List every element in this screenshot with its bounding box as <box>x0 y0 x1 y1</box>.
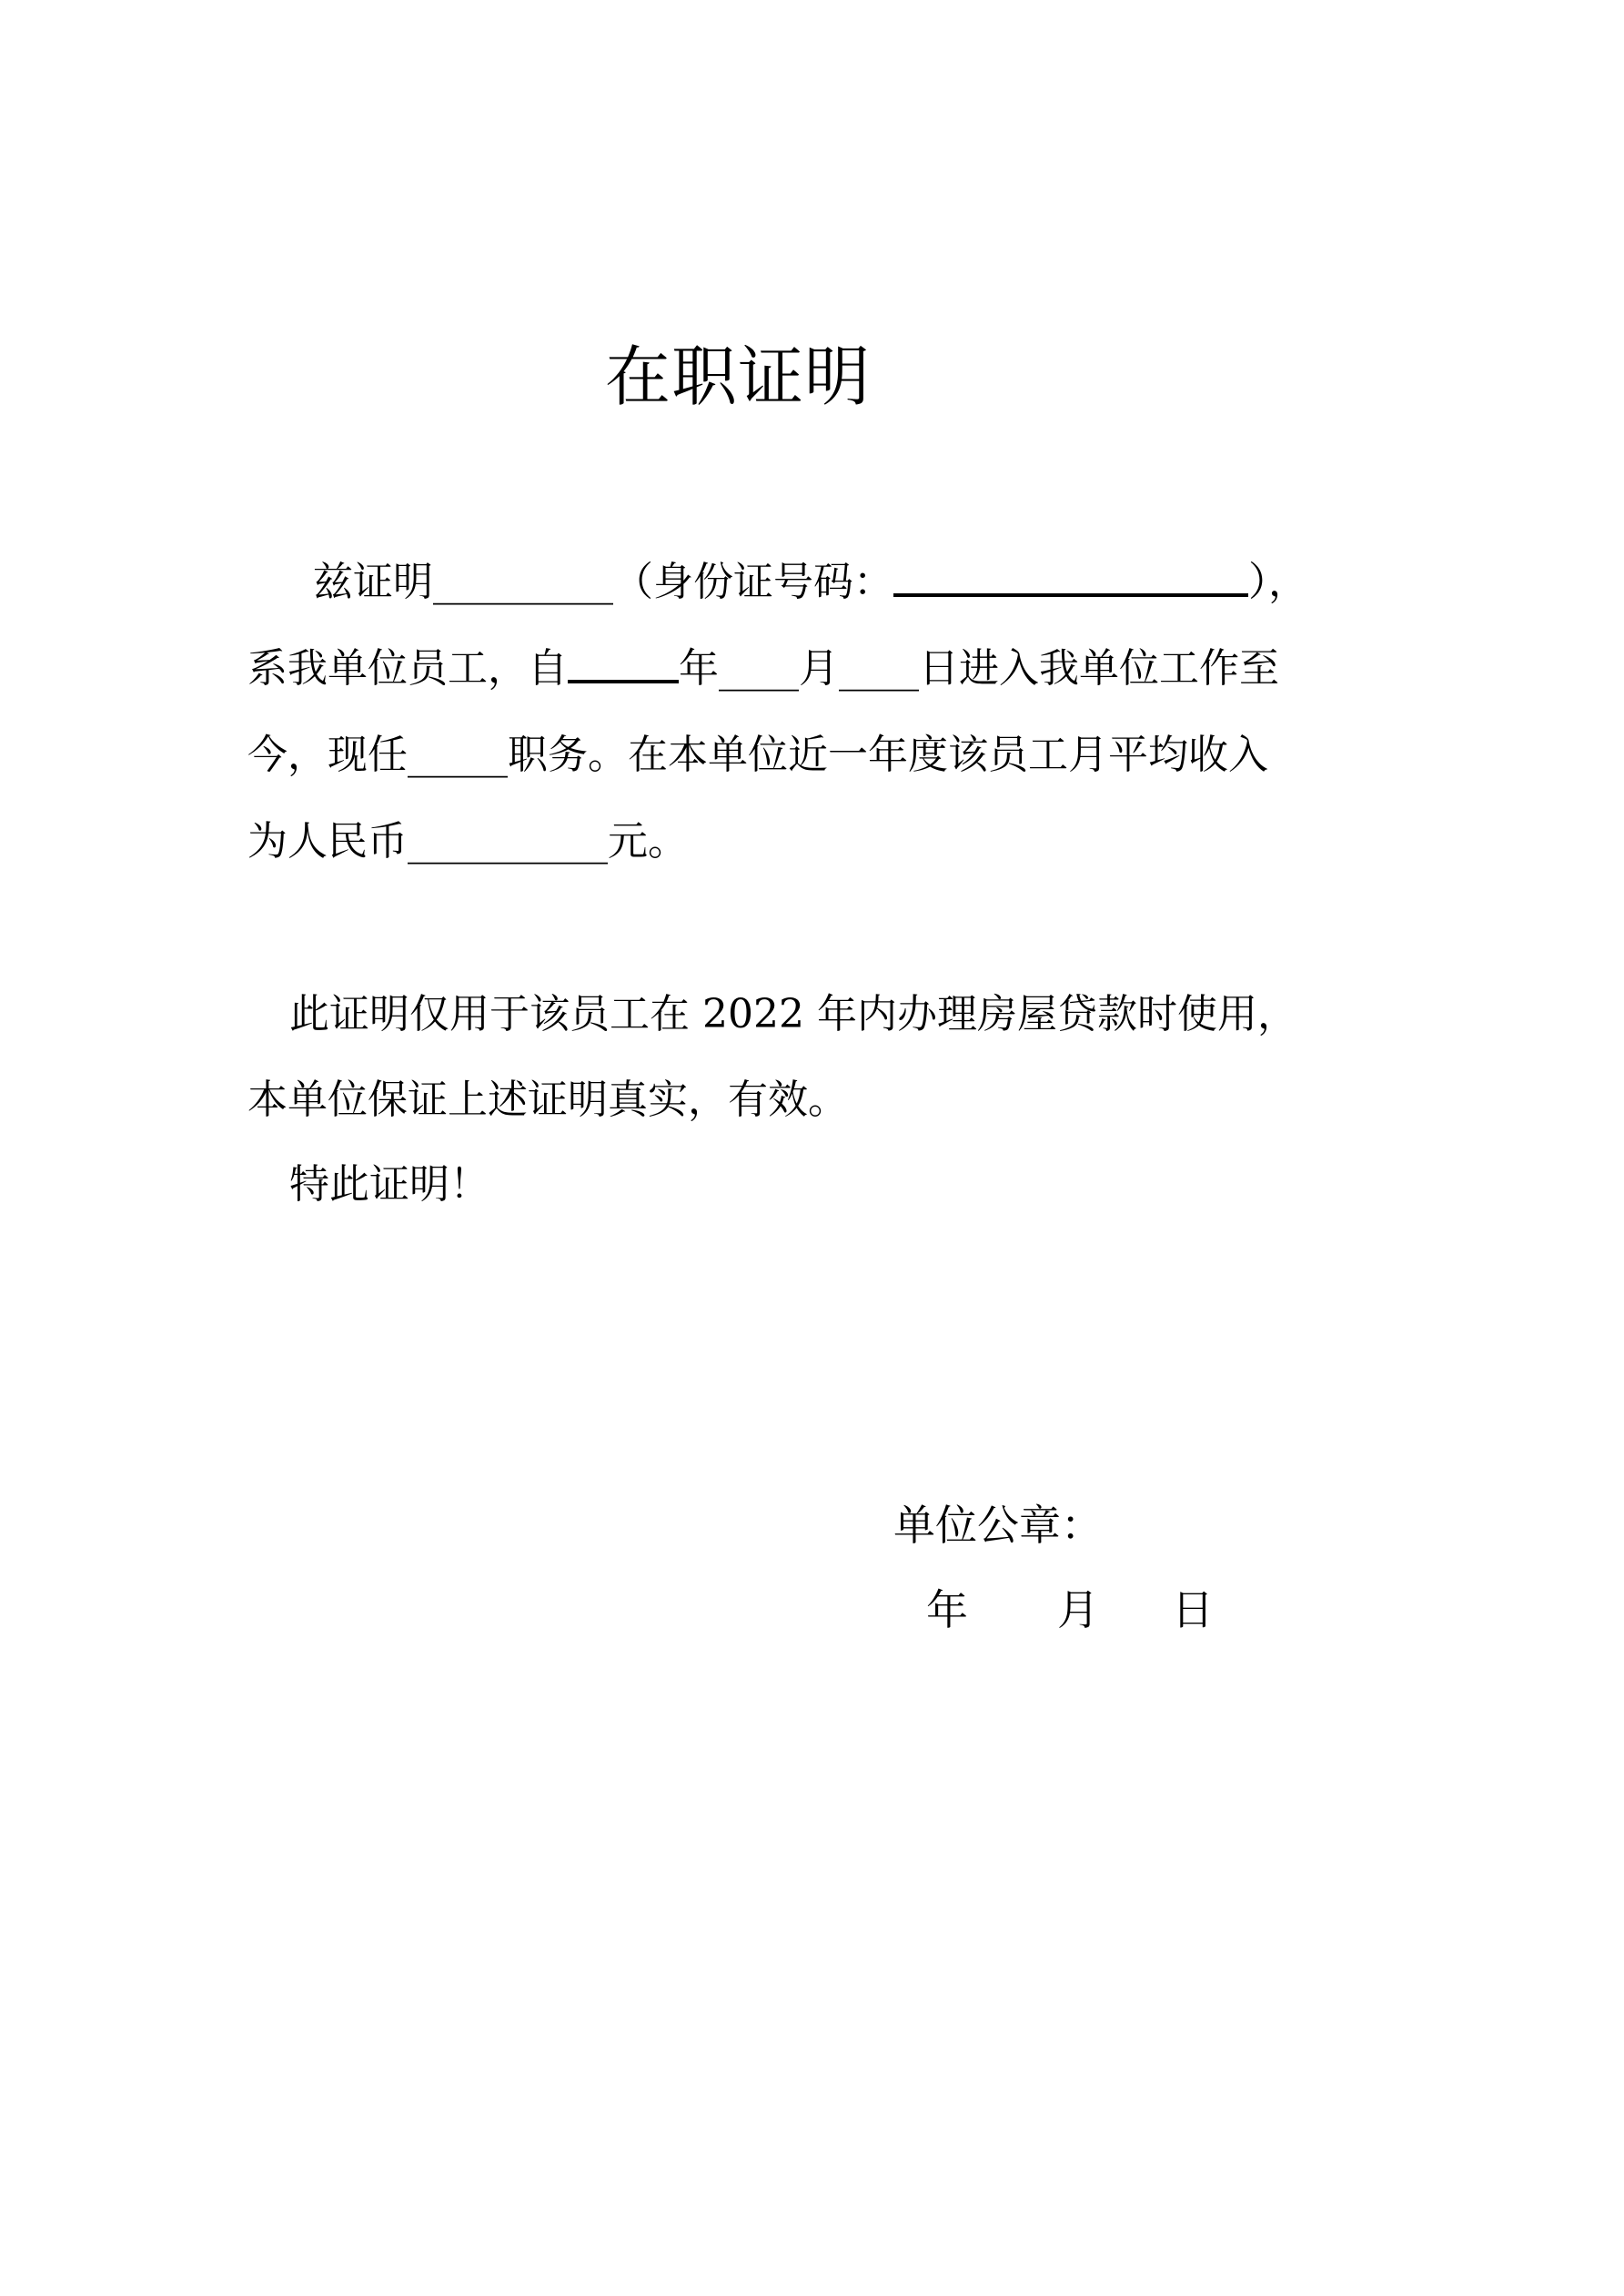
paragraph-2-line-3: 特此证明！ <box>289 1161 489 1208</box>
paragraph-2-line-2: 本单位保证上述证明真实，有效。 <box>247 1077 848 1123</box>
paragraph-1-line-4 <box>247 818 688 865</box>
text-year: 年 <box>679 645 719 692</box>
signature-day: 日 <box>1172 1585 1214 1634</box>
seal-label: 单位公章： <box>893 1501 1103 1550</box>
blank-day: ____ <box>839 645 919 692</box>
text-day-joined: 日进入我单位工作至 <box>919 645 1279 692</box>
paragraph-1-line-3 <box>247 732 1268 778</box>
blank-month: ____ <box>719 645 799 692</box>
blank-position: _____ <box>408 732 508 778</box>
signature-month: 月 <box>1057 1585 1099 1634</box>
text-duty-income: 职务。在本单位近一年度该员工月平均收入 <box>508 732 1268 778</box>
blank-year <box>568 679 679 683</box>
text-zi-zhengming: 兹证明 <box>313 559 433 605</box>
text-month: 月 <box>799 645 839 692</box>
paragraph-1-line-2 <box>247 645 1279 692</box>
text-id-number-label: （身份证号码： <box>613 559 893 605</box>
blank-id-number <box>893 592 1248 597</box>
signature-year: 年 <box>926 1585 968 1634</box>
text-employee-since: 系我单位员工，自 <box>247 645 568 692</box>
paragraph-2-line-1: 此证明仅用于该员工在 2022 年内办理房屋贷款时使用， <box>289 991 1297 1037</box>
text-current-post: 今，现任 <box>247 732 408 778</box>
text-close-paren: ）， <box>1248 559 1308 605</box>
text-yuan: 元。 <box>608 818 688 865</box>
document-title: 在职证明 <box>605 339 872 415</box>
blank-employee-name: _________ <box>433 559 613 605</box>
blank-amount: __________ <box>408 818 608 865</box>
text-rmb: 为人民币 <box>247 818 408 865</box>
paragraph-1-line-1 <box>313 559 1308 605</box>
